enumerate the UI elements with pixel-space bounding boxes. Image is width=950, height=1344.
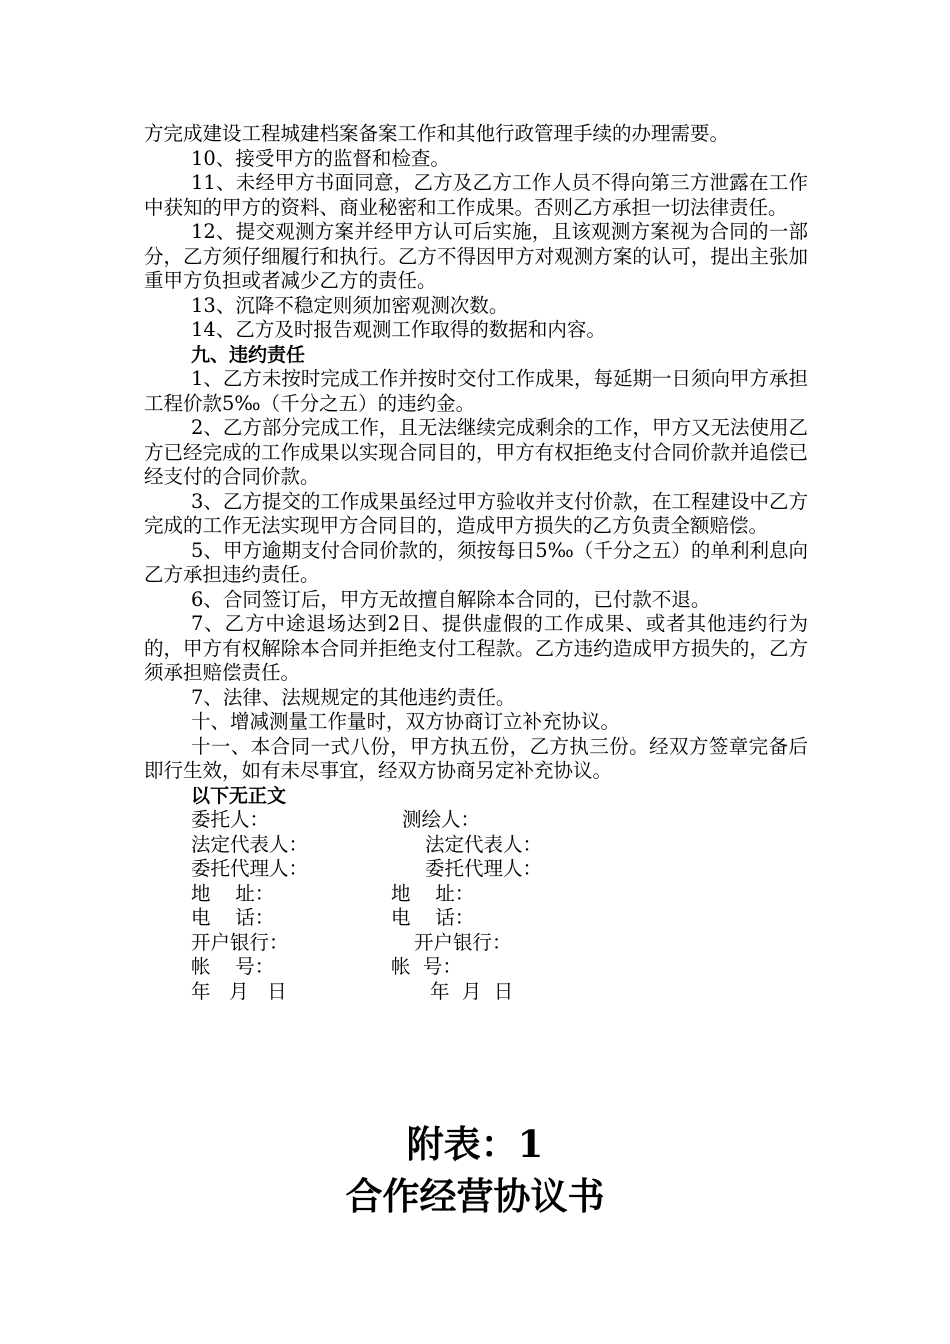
- breach-clause-2: 2、乙方部分完成工作，且无法继续完成剩余的工作，甲方又无法使用乙方已经完成的工作成果以实现合同目的，甲方有权拒绝支付合同价款并追偿已经支付的合同价款。: [144, 416, 808, 488]
- signature-label-right: 年 月 日: [430, 979, 514, 1003]
- signature-label-right: 电 话：: [391, 906, 475, 929]
- signature-row: [144, 906, 808, 931]
- appendix-number: 附表：1: [406, 1122, 544, 1166]
- clause-13: 13、沉降不稳定则须加密观测次数。: [191, 293, 509, 317]
- signature-row: [144, 882, 808, 907]
- clause-12: 12、提交观测方案并经甲方认可后实施，且该观测方案视为合同的一部分，乙方须仔细履行和执行。乙方不得因甲方对观测方案的认可，提出主张加重甲方负担或者减少乙方的责任。: [144, 220, 808, 292]
- breach-clause-7a: 7、乙方中途退场达到2日、提供虚假的工作成果、或者其他违约行为的，甲方有权解除本合同并拒绝支付工程款。乙方违约造成甲方损失的，乙方须承担赔偿责任。: [144, 612, 808, 684]
- signature-row: [144, 808, 808, 833]
- signature-block: [144, 808, 808, 1004]
- clause-11: 11、未经甲方书面同意，乙方及乙方工作人员不得向第三方泄露在工作中获知的甲方的资料、商业秘密和工作成果。否则乙方承担一切法律责任。: [144, 171, 808, 219]
- breach-clause-3: 3、乙方提交的工作成果虽经过甲方验收并支付价款，在工程建设中乙方完成的工作无法实现甲方合同目的，造成甲方损失的乙方负责全额赔偿。: [144, 489, 808, 537]
- signature-label-left: 委托人：: [191, 808, 270, 831]
- section-heading-breach: 九、违约责任: [191, 343, 306, 366]
- appendix-title: 合作经营协议书: [345, 1174, 605, 1218]
- contract-body: [144, 122, 808, 1004]
- end-of-text-heading: 以下无正文: [191, 784, 287, 807]
- section-ten: 十、增减测量工作量时，双方协商订立补充协议。: [191, 710, 621, 733]
- paragraph-continuation: 方完成建设工程城建档案备案工作和其他行政管理手续的办理需要。: [144, 122, 730, 145]
- signature-label-right: 委托代理人：: [425, 857, 543, 880]
- signature-label-left: 开户银行：: [191, 930, 289, 954]
- signature-label-left: 委托代理人：: [191, 857, 309, 880]
- signature-label-left: 电 话：: [191, 906, 275, 929]
- section-eleven: 十一、本合同一式八份，甲方执五份，乙方执三份。经双方签章完备后即行生效，如有未尽事宜，经双方协商另定补充协议。: [144, 734, 808, 782]
- breach-clause-5: 5、甲方逾期支付合同价款的，须按每日5‰（千分之五）的单利利息向乙方承担违约责任。: [144, 538, 808, 586]
- signature-label-right: 帐 号：: [391, 955, 462, 978]
- signature-row: [144, 833, 808, 858]
- signature-label-right: 开户银行：: [414, 930, 512, 954]
- signature-row: [144, 955, 808, 980]
- signature-label-right: 测绘人：: [402, 808, 481, 831]
- breach-clause-6: 6、合同签订后，甲方无故擅自解除本合同的，已付款不退。: [191, 587, 711, 611]
- signature-label-left: 地 址：: [191, 881, 275, 905]
- signature-label-left: 年 月 日: [191, 979, 287, 1003]
- signature-row: [144, 931, 808, 956]
- signature-label-left: 法定代表人：: [191, 832, 309, 856]
- signature-row: [144, 857, 808, 882]
- breach-clause-1: 1、乙方未按时完成工作并按时交付工作成果，每延期一日须向甲方承担工程价款5‰（千分之五）的违约金。: [144, 367, 808, 415]
- breach-clause-7b: 7、法律、法规规定的其他违约责任。: [191, 685, 516, 709]
- clause-10: 10、接受甲方的监督和检查。: [191, 146, 450, 170]
- signature-row: [144, 980, 808, 1005]
- signature-label-left: 帐 号：: [191, 955, 275, 978]
- signature-label-right: 地 址：: [391, 881, 475, 905]
- signature-label-right: 法定代表人：: [425, 832, 543, 856]
- clause-14: 14、乙方及时报告观测工作取得的数据和内容。: [191, 318, 606, 341]
